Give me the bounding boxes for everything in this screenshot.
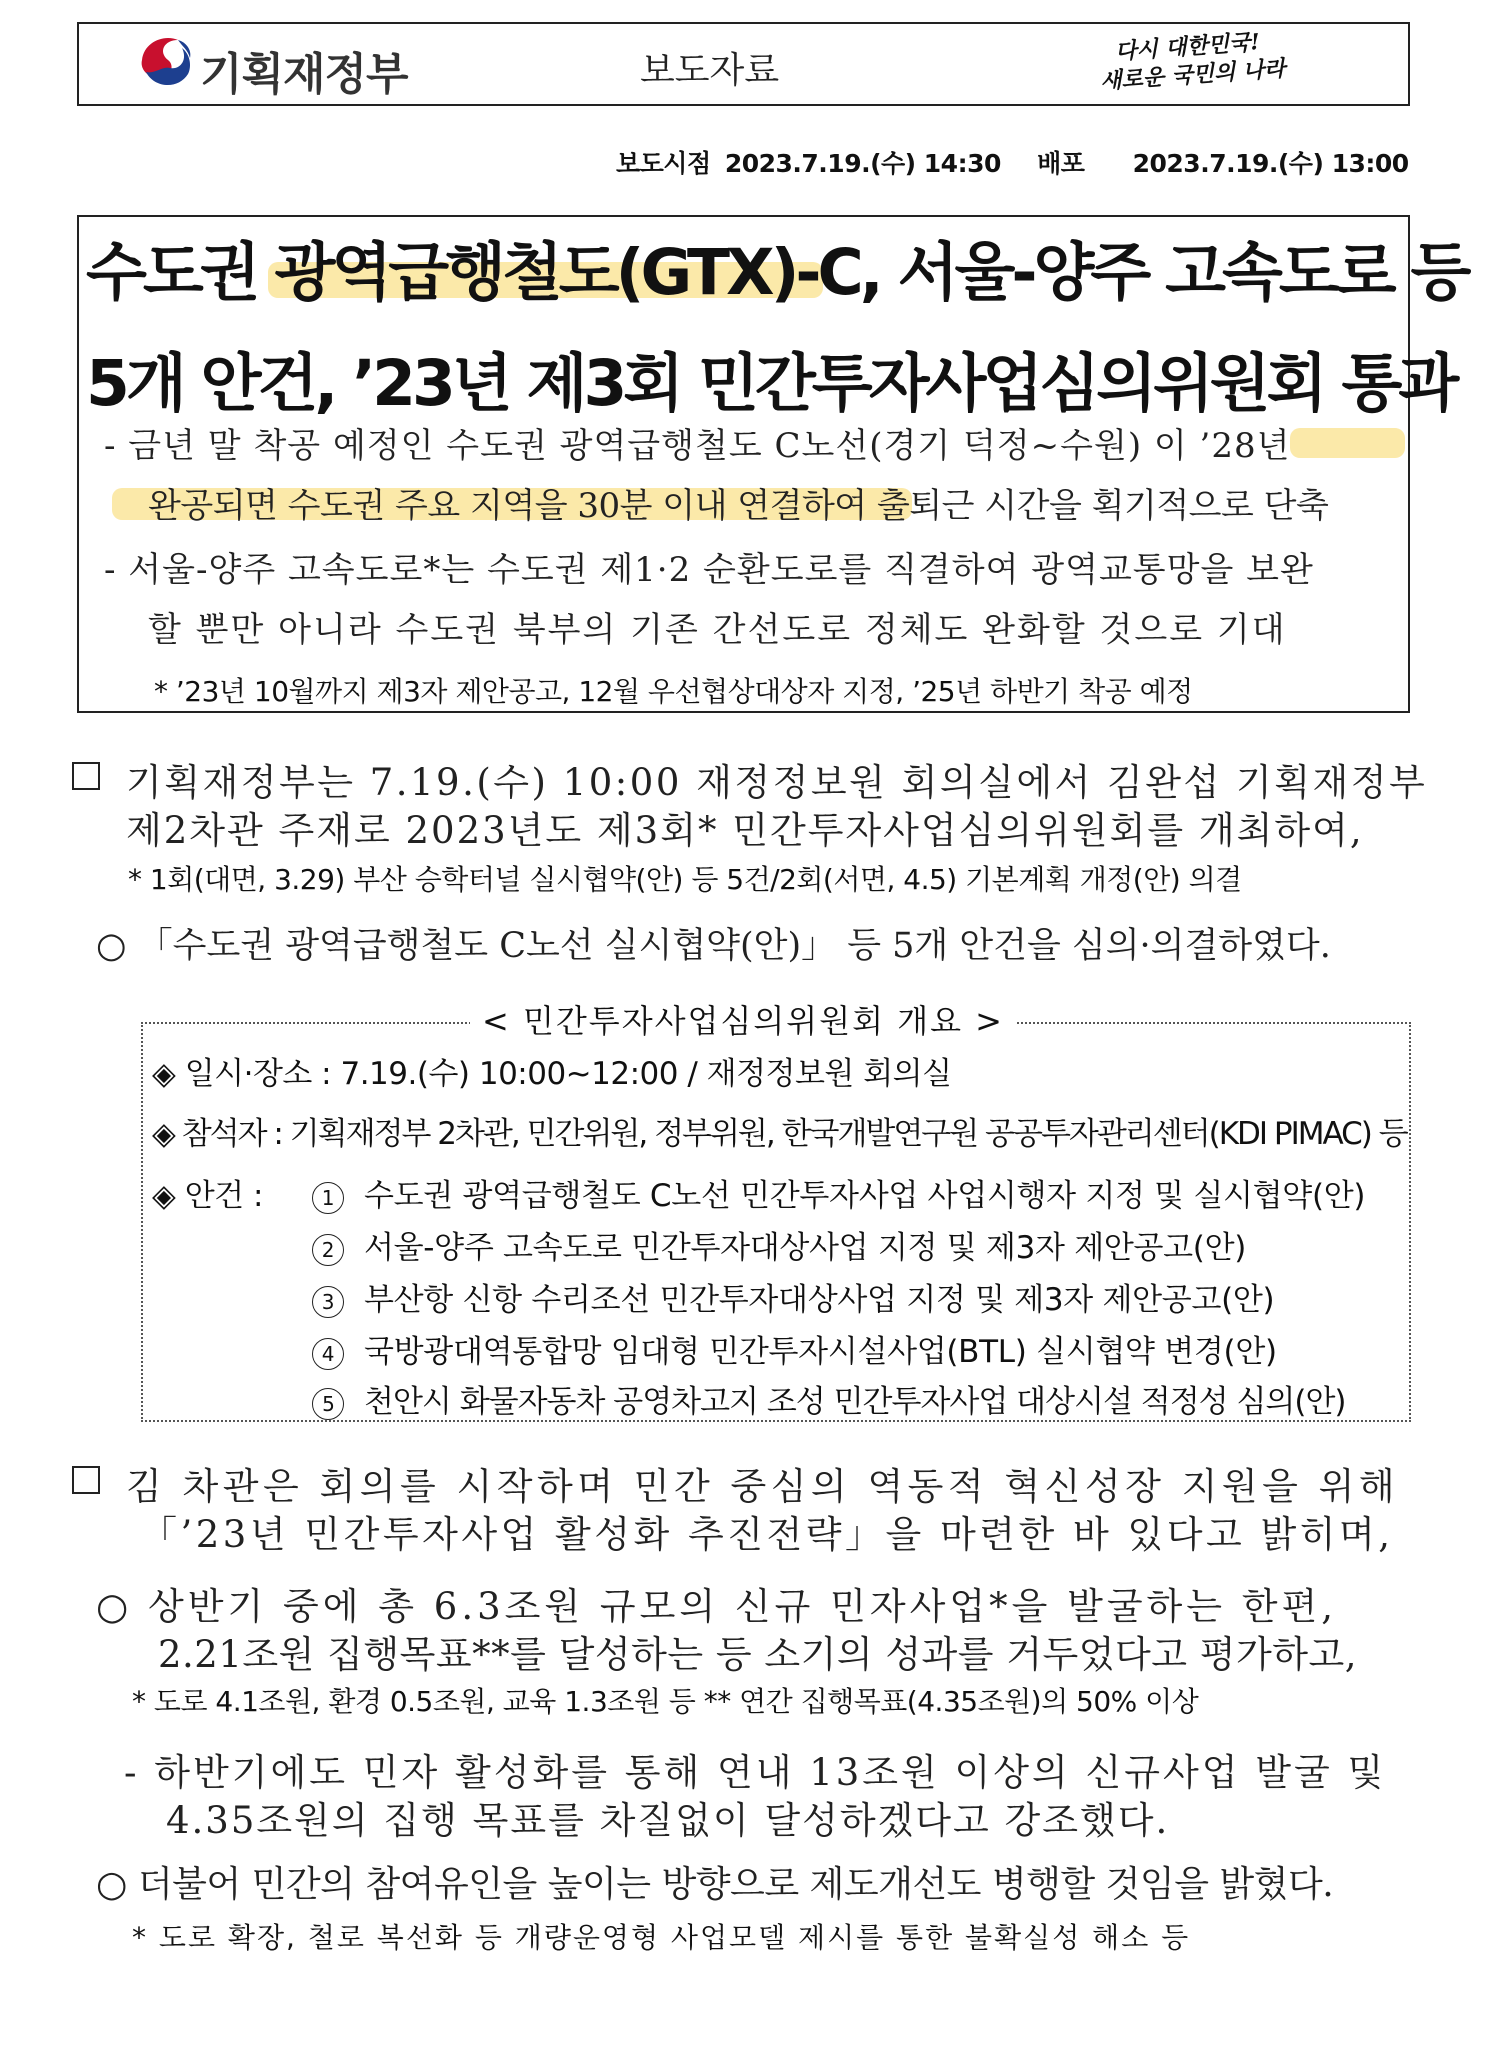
agenda-item [312, 1376, 1346, 1421]
slogan-line-2: 새로운 국민의 나라 [1099, 55, 1287, 95]
summary-bullet-1-line-2: 완공되면 수도권 주요 지역을 30분 이내 연결하여 출퇴근 시간을 획기적으로 단축 [148, 486, 1329, 526]
summary-bullet-2-line-1: - 서울-양주 고속도로*는 수도권 제1·2 순환도로를 직결하여 광역교통망을 보완 [104, 550, 1314, 590]
agenda-number: 4 [312, 1338, 344, 1370]
section2-sub1-line-1: ○ 상반기 중에 총 6.3조원 규모의 신규 민자사업*을 발굴하는 한편, [96, 1585, 1338, 1628]
agenda-text: 부산항 신항 수리조선 민간투자대상사업 지정 및 제3자 제안공고(안) [364, 1282, 1275, 1318]
agenda-item [312, 1274, 1274, 1319]
headline-line-1: 수도권 광역급행철도(GTX)-C, 서울-양주 고속도로 등 [86, 236, 1468, 309]
section1-note: * 1회(대면, 3.29) 부산 승학터널 실시협약(안) 등 5건/2회(서면, 4.5) 기본계획 개정(안) 의결 [128, 863, 1242, 896]
distribution-label: 배포 [1037, 149, 1085, 178]
agenda-number: 2 [312, 1234, 344, 1266]
section2-sub2: ○ 더불어 민간의 참여유인을 높이는 방향으로 제도개선도 병행할 것임을 밝혔다. [96, 1864, 1334, 1905]
agenda-item [312, 1222, 1246, 1267]
slogan-line-1: 다시 대한민국! [1114, 28, 1261, 66]
agenda-text: 수도권 광역급행철도 C노선 민간투자사업 사업시행자 지정 및 실시협약(안) [364, 1178, 1366, 1214]
agenda-number: 5 [312, 1388, 344, 1420]
summary-bullet-1-line-1: - 금년 말 착공 예정인 수도권 광역급행철도 C노선(경기 덕정~수원) 이 ’28년 [104, 426, 1291, 466]
doc-type-title: 보도자료 [640, 50, 780, 91]
section2-dash-line-2: 4.35조원의 집행 목표를 차질없이 달성하겠다고 강조했다. [166, 1799, 1170, 1842]
bullet-highlight-1 [1290, 428, 1405, 458]
section2-sub1-line-2: 2.21조원 집행목표**를 달성하는 등 소기의 성과를 거두었다고 평가하고, [158, 1633, 1358, 1676]
agenda-item [312, 1326, 1277, 1371]
summary-footnote: * ’23년 10월까지 제3자 제안공고, 12월 우선협상대상자 지정, ’25년 하반기 착공 예정 [154, 675, 1193, 708]
overview-attendees: ◈ 참석자 : 기획재정부 2차관, 민간위원, 정부위원, 한국개발연구원 공공투자관리센터(KDI PIMAC) 등 [152, 1116, 1407, 1152]
agenda-text: 서울-양주 고속도로 민간투자대상사업 지정 및 제3자 제안공고(안) [364, 1230, 1247, 1266]
embargo-time: 2023.7.19.(수) 14:30 [724, 149, 1001, 178]
section1-sub: ○ 「수도권 광역급행철도 C노선 실시협약(안)」 등 5개 안건을 심의·의결하였다. [96, 926, 1331, 966]
section1-para-line-2: 제2차관 주재로 2023년도 제3회* 민간투자사업심의위원회를 개최하여, [126, 809, 1364, 852]
section2-para-line-2: 「’23년 민간투자사업 활성화 추진전략」을 마련한 바 있다고 밝히며, [140, 1513, 1394, 1556]
embargo-label: 보도시점 [616, 149, 711, 178]
agenda-item [312, 1170, 1365, 1215]
overview-agenda-label: ◈ 안건 : [152, 1178, 263, 1214]
section1-para-line-1: 기획재정부는 7.19.(수) 10:00 재정정보원 회의실에서 김완섭 기획재정부 [126, 761, 1428, 804]
agenda-number: 3 [312, 1286, 344, 1318]
section2-note-1: * 도로 4.1조원, 환경 0.5조원, 교육 1.3조원 등 ** 연간 집행목표(4.35조원)의 50% 이상 [132, 1685, 1199, 1718]
summary-bullet-2-line-2: 할 뿐만 아니라 수도권 북부의 기존 간선도로 정체도 완화할 것으로 기대 [148, 610, 1287, 650]
checkbox-2 [72, 1466, 100, 1494]
checkbox-1 [72, 762, 100, 790]
agenda-number: 1 [312, 1182, 344, 1214]
release-info [616, 144, 1415, 180]
ministry-name: 기획재정부 [200, 49, 408, 100]
headline-line-2: 5개 안건, ’23년 제3회 민간투자사업심의위원회 통과 [86, 347, 1456, 420]
ministry-logo-icon [134, 30, 196, 96]
overview-datetime: ◈ 일시·장소 : 7.19.(수) 10:00~12:00 / 재정정보원 회의실 [152, 1056, 952, 1092]
distribution-time: 2023.7.19.(수) 13:00 [1132, 149, 1409, 178]
agenda-text: 천안시 화물자동차 공영차고지 조성 민간투자사업 대상시설 적정성 심의(안) [364, 1384, 1346, 1420]
section2-note-2: * 도로 확장, 철로 복선화 등 개량운영형 사업모델 제시를 통한 불확실성 해소 등 [132, 1921, 1191, 1954]
section2-dash-line-1: - 하반기에도 민자 활성화를 통해 연내 13조원 이상의 신규사업 발굴 및 [124, 1751, 1387, 1794]
overview-title: < 민간투자사업심의위원회 개요 > [470, 996, 1016, 1042]
agenda-text: 국방광대역통합망 임대형 민간투자시설사업(BTL) 실시협약 변경(안) [364, 1334, 1277, 1370]
section2-para-line-1: 김 차관은 회의를 시작하며 민간 중심의 역동적 혁신성장 지원을 위해 [126, 1465, 1400, 1508]
